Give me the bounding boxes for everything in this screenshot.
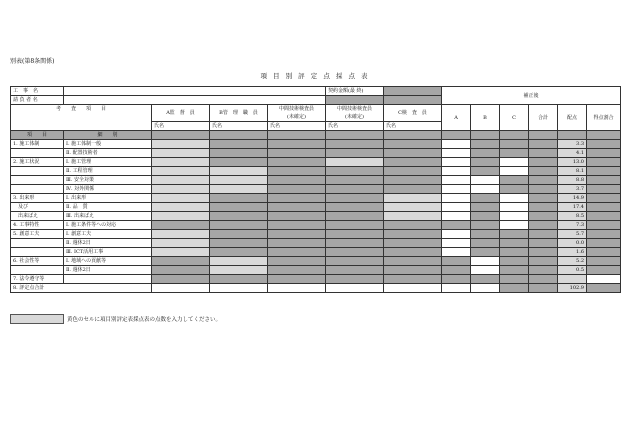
score-cell: [326, 176, 384, 185]
corrected-cell: [442, 275, 471, 284]
corrected-cell: [529, 203, 558, 212]
ratio-cell: [587, 158, 621, 167]
corrected-cell: [471, 257, 500, 266]
header-fill: [587, 131, 621, 140]
item-category: [11, 185, 64, 194]
item-detail: Ⅱ. 週休2日: [64, 266, 152, 275]
score-cell: [268, 140, 326, 149]
corrected-cell: [442, 203, 471, 212]
points-cell: 14.9: [558, 194, 587, 203]
score-cell: [384, 230, 442, 239]
table-row: [11, 149, 621, 158]
score-cell: [268, 203, 326, 212]
evaluator-a-header: A監 督 員: [152, 105, 210, 122]
ratio-cell: [587, 203, 621, 212]
score-ratio-header: 得点割合: [587, 105, 621, 131]
score-cell: [152, 221, 210, 230]
ratio-cell: [587, 221, 621, 230]
score-cell: [210, 248, 268, 257]
corrected-cell: [471, 275, 500, 284]
score-cell: [384, 167, 442, 176]
mid-inspector-2-header: 中間技術検査員 (未確定): [326, 105, 384, 122]
ratio-cell: [587, 275, 621, 284]
corrected-cell: [500, 230, 529, 239]
corrected-cell: [471, 221, 500, 230]
contract-amount-field[interactable]: [384, 87, 442, 96]
score-input-cell[interactable]: [210, 266, 268, 275]
corrected-cell: [442, 185, 471, 194]
score-cell: [268, 257, 326, 266]
score-cell: [326, 239, 384, 248]
corrected-cell: [442, 194, 471, 203]
corrected-cell: [500, 203, 529, 212]
score-cell: [268, 194, 326, 203]
legend-text: 黄色のセルに項目別評定表採点表の点数を入力してください。: [67, 317, 222, 323]
item-header: 項 目: [11, 131, 64, 140]
score-input-cell[interactable]: [384, 194, 442, 203]
corrected-cell: [529, 140, 558, 149]
score-cell: [268, 275, 326, 284]
contractor-name-extra2: [384, 96, 442, 105]
score-cell: [384, 140, 442, 149]
points-header: 配点: [558, 105, 587, 131]
header-fill: [268, 131, 326, 140]
corrected-cell: [500, 212, 529, 221]
contract-amount-label: 契約金額(最 終): [326, 87, 384, 96]
score-cell: [210, 275, 268, 284]
header-fill: [529, 131, 558, 140]
score-cell: [384, 257, 442, 266]
score-input-cell[interactable]: [384, 212, 442, 221]
score-input-cell[interactable]: [384, 203, 442, 212]
score-input-cell[interactable]: [152, 248, 210, 257]
item-detail: Ⅱ. 品 質: [64, 203, 152, 212]
ratio-cell: [587, 140, 621, 149]
score-cell: [326, 194, 384, 203]
total-row: [11, 284, 621, 293]
item-category: 1. 施工体制: [11, 140, 64, 149]
item-detail: Ⅰ. 施工体制一般: [64, 140, 152, 149]
corrected-cell: [471, 248, 500, 257]
table-row: [11, 230, 621, 239]
score-input-cell[interactable]: [152, 149, 210, 158]
corrected-cell: [500, 167, 529, 176]
corrected-cell: [442, 266, 471, 275]
score-input-cell[interactable]: [210, 167, 268, 176]
ratio-cell: [587, 167, 621, 176]
table-row: [11, 257, 621, 266]
document-title: 項 目 別 評 定 点 採 点 表: [260, 72, 370, 80]
legend-swatch: [10, 314, 64, 324]
ratio-cell: [587, 266, 621, 275]
score-cell: [152, 266, 210, 275]
score-cell: [326, 212, 384, 221]
mid-inspector-2-name[interactable]: 氏名: [326, 122, 384, 131]
table-row: [11, 239, 621, 248]
score-input-cell[interactable]: [152, 239, 210, 248]
ratio-cell: [587, 176, 621, 185]
score-input-cell[interactable]: [326, 158, 384, 167]
points-cell: [558, 275, 587, 284]
table-row: [11, 176, 621, 185]
corrected-cell: [442, 248, 471, 257]
item-category: [11, 266, 64, 275]
item-detail: Ⅲ. 出来ばえ: [64, 212, 152, 221]
corrected-cell: [529, 185, 558, 194]
total-header: 合計: [529, 105, 558, 131]
points-cell: 5.2: [558, 257, 587, 266]
corrected-cell: [442, 221, 471, 230]
item-category: [11, 149, 64, 158]
corrected-cell: [471, 212, 500, 221]
evaluator-a-name[interactable]: 氏名: [152, 122, 210, 131]
item-detail: Ⅰ. 地域への貢献等: [64, 257, 152, 266]
item-detail: Ⅳ. 対外関係: [64, 185, 152, 194]
score-input-cell[interactable]: [152, 230, 210, 239]
ratio-cell: [587, 212, 621, 221]
header-fill: [500, 131, 529, 140]
corrected-cell: [500, 185, 529, 194]
item-detail: Ⅱ. 週休2日: [64, 239, 152, 248]
corrected-cell: [529, 167, 558, 176]
score-cell: [268, 248, 326, 257]
contractor-name-label: 請 負 者 名: [11, 96, 64, 105]
ratio-cell: [587, 149, 621, 158]
corrected-cell: [471, 230, 500, 239]
table-row: [11, 248, 621, 257]
item-detail: Ⅱ. 配置技術者: [64, 149, 152, 158]
score-cell: [210, 230, 268, 239]
corrected-cell: [529, 158, 558, 167]
corrected-cell: [471, 266, 500, 275]
corrected-cell: [442, 140, 471, 149]
ratio-cell: [587, 248, 621, 257]
score-cell: [152, 257, 210, 266]
table-row: [11, 140, 621, 149]
score-cell: [326, 257, 384, 266]
item-detail: Ⅰ. 出来形: [64, 194, 152, 203]
item-detail: Ⅱ. 工程管理: [64, 167, 152, 176]
score-cell: [210, 158, 268, 167]
header-fill: [558, 131, 587, 140]
evaluator-b-name[interactable]: 氏名: [210, 122, 268, 131]
points-cell: 13.0: [558, 158, 587, 167]
score-cell: [210, 194, 268, 203]
score-input-cell[interactable]: [210, 176, 268, 185]
item-category: 7. 法令遵守等: [11, 275, 64, 284]
item-detail: Ⅰ. 創意工夫: [64, 230, 152, 239]
ratio-cell: [587, 257, 621, 266]
total-label: 8. 評定点合計: [11, 284, 152, 293]
corrected-cell: [471, 194, 500, 203]
item-category: 5. 創意工夫: [11, 230, 64, 239]
points-cell: 4.1: [558, 149, 587, 158]
total-ratio: [587, 284, 621, 293]
total-points: 102.9: [558, 284, 587, 293]
item-detail: [64, 275, 152, 284]
table-row: [11, 203, 621, 212]
table-row: [11, 221, 621, 230]
corrected-cell: [529, 221, 558, 230]
points-cell: 5.7: [558, 230, 587, 239]
ratio-cell: [587, 185, 621, 194]
corrected-cell: [529, 212, 558, 221]
header-fill: [442, 131, 471, 140]
corrected-cell: [529, 257, 558, 266]
mid-inspector-1-name[interactable]: 氏名: [268, 122, 326, 131]
corrected-cell: [442, 257, 471, 266]
score-cell: [268, 212, 326, 221]
score-cell: [326, 167, 384, 176]
item-detail: Ⅰ. 施工条件等への対応: [64, 221, 152, 230]
document-reference: 別表(第8条関係): [10, 58, 55, 65]
corrected-cell: [442, 239, 471, 248]
score-cell: [268, 158, 326, 167]
score-input-cell[interactable]: [152, 158, 210, 167]
corrected-cell: [500, 149, 529, 158]
score-cell: [384, 248, 442, 257]
points-cell: 3.7: [558, 185, 587, 194]
score-cell: [210, 212, 268, 221]
points-cell: 3.3: [558, 140, 587, 149]
header-fill: [152, 131, 210, 140]
corrected-c-header: C: [500, 105, 529, 131]
table-row: [11, 167, 621, 176]
corrected-cell: [471, 239, 500, 248]
score-cell: [326, 149, 384, 158]
corrected-cell: [529, 275, 558, 284]
item-category: [11, 248, 64, 257]
score-cell: [326, 203, 384, 212]
inspector-c-name[interactable]: 氏名: [384, 122, 442, 131]
item-category: [11, 176, 64, 185]
table-row: [11, 266, 621, 275]
corrected-cell: [471, 203, 500, 212]
corrected-cell: [529, 266, 558, 275]
header-fill: [210, 131, 268, 140]
item-detail: Ⅰ. 施工管理: [64, 158, 152, 167]
score-cell: [326, 221, 384, 230]
item-category: [11, 167, 64, 176]
points-cell: 7.3: [558, 221, 587, 230]
points-cell: 8.8: [558, 176, 587, 185]
corrected-cell: [500, 158, 529, 167]
score-input-cell[interactable]: [152, 185, 210, 194]
corrected-cell: [442, 149, 471, 158]
corrected-cell: [442, 158, 471, 167]
score-cell: [326, 266, 384, 275]
corrected-a-header: A: [442, 105, 471, 131]
corrected-cell: [442, 167, 471, 176]
item-category: 2. 施工状況: [11, 158, 64, 167]
score-input-cell[interactable]: [152, 140, 210, 149]
corrected-cell: [471, 140, 500, 149]
corrected-cell: [471, 158, 500, 167]
score-cell: [268, 221, 326, 230]
corrected-cell: [500, 257, 529, 266]
score-cell: [210, 221, 268, 230]
score-cell: [268, 239, 326, 248]
score-cell: [268, 185, 326, 194]
corrected-b-header: B: [471, 105, 500, 131]
corrected-cell: [471, 167, 500, 176]
corrected-cell: [529, 149, 558, 158]
score-input-cell[interactable]: [152, 194, 210, 203]
corrected-cell: [500, 194, 529, 203]
corrected-cell: [529, 248, 558, 257]
item-category: 4. 工事特性: [11, 221, 64, 230]
score-input-cell[interactable]: [152, 203, 210, 212]
header-fill: [471, 131, 500, 140]
project-name-label: 工 事 名: [11, 87, 64, 96]
table-row: [11, 158, 621, 167]
score-input-cell[interactable]: [152, 176, 210, 185]
score-cell: [326, 140, 384, 149]
score-cell: [384, 185, 442, 194]
score-cell: [268, 176, 326, 185]
score-cell: [384, 221, 442, 230]
score-cell: [268, 167, 326, 176]
item-category: 6. 社会性等: [11, 257, 64, 266]
item-detail: Ⅲ. 安全対策: [64, 176, 152, 185]
detail-header: 細 別: [64, 131, 152, 140]
score-input-cell[interactable]: [152, 212, 210, 221]
points-cell: 1.6: [558, 248, 587, 257]
corrected-cell: [500, 239, 529, 248]
score-cell: [210, 140, 268, 149]
corrected-cell: [471, 176, 500, 185]
table-row: [11, 185, 621, 194]
score-input-cell[interactable]: [152, 167, 210, 176]
corrected-cell: [529, 176, 558, 185]
project-name-field[interactable]: [64, 87, 326, 96]
table-row: [11, 194, 621, 203]
corrected-cell: [529, 239, 558, 248]
header-fill: [384, 131, 442, 140]
corrected-cell: [529, 230, 558, 239]
corrected-cell: [500, 221, 529, 230]
corrected-cell: [442, 212, 471, 221]
score-cell: [152, 275, 210, 284]
evaluator-b-header: B管 理 職 員: [210, 105, 268, 122]
score-input-cell[interactable]: [210, 257, 268, 266]
check-items-header: 考 査 項 目: [11, 105, 152, 131]
corrected-cell: [500, 176, 529, 185]
points-cell: 0.0: [558, 239, 587, 248]
item-category: 及び: [11, 203, 64, 212]
contractor-name-field[interactable]: [64, 96, 326, 105]
corrected-cell: [442, 230, 471, 239]
contractor-name-extra: [326, 96, 384, 105]
score-sheet: [10, 86, 621, 293]
score-cell: [210, 203, 268, 212]
score-cell: [326, 248, 384, 257]
score-cell: [210, 149, 268, 158]
score-cell: [326, 275, 384, 284]
score-cell: [326, 185, 384, 194]
item-detail: Ⅲ. ICT活用工事: [64, 248, 152, 257]
score-cell: [384, 176, 442, 185]
points-cell: 17.4: [558, 203, 587, 212]
inspector-c-header: C検 査 員: [384, 105, 442, 122]
score-cell: [326, 230, 384, 239]
score-cell: [268, 149, 326, 158]
corrected-cell: [442, 176, 471, 185]
item-category: 出来ばえ: [11, 212, 64, 221]
ratio-cell: [587, 194, 621, 203]
header-fill: [326, 131, 384, 140]
item-category: [11, 239, 64, 248]
score-cell: [384, 239, 442, 248]
points-cell: 8.5: [558, 212, 587, 221]
score-cell: [210, 239, 268, 248]
score-cell: [268, 266, 326, 275]
corrected-cell: [500, 140, 529, 149]
score-cell: [384, 158, 442, 167]
points-cell: 0.5: [558, 266, 587, 275]
ratio-cell: [587, 230, 621, 239]
score-cell: [268, 230, 326, 239]
ratio-cell: [587, 239, 621, 248]
score-cell: [384, 149, 442, 158]
score-cell: [384, 275, 442, 284]
item-category: 3. 出来形: [11, 194, 64, 203]
corrected-cell: [471, 149, 500, 158]
table-row: [11, 275, 621, 284]
legend: [10, 315, 221, 323]
table-row: [11, 212, 621, 221]
corrected-cell: [471, 185, 500, 194]
corrected-cell: [529, 194, 558, 203]
corrected-cell: [500, 266, 529, 275]
mid-inspector-1-header: 中間技術検査員 (未確定): [268, 105, 326, 122]
points-cell: 8.1: [558, 167, 587, 176]
corrected-header: 補正後: [442, 87, 621, 105]
score-cell: [384, 266, 442, 275]
corrected-cell: [500, 248, 529, 257]
score-input-cell[interactable]: [210, 185, 268, 194]
corrected-cell: [500, 275, 529, 284]
